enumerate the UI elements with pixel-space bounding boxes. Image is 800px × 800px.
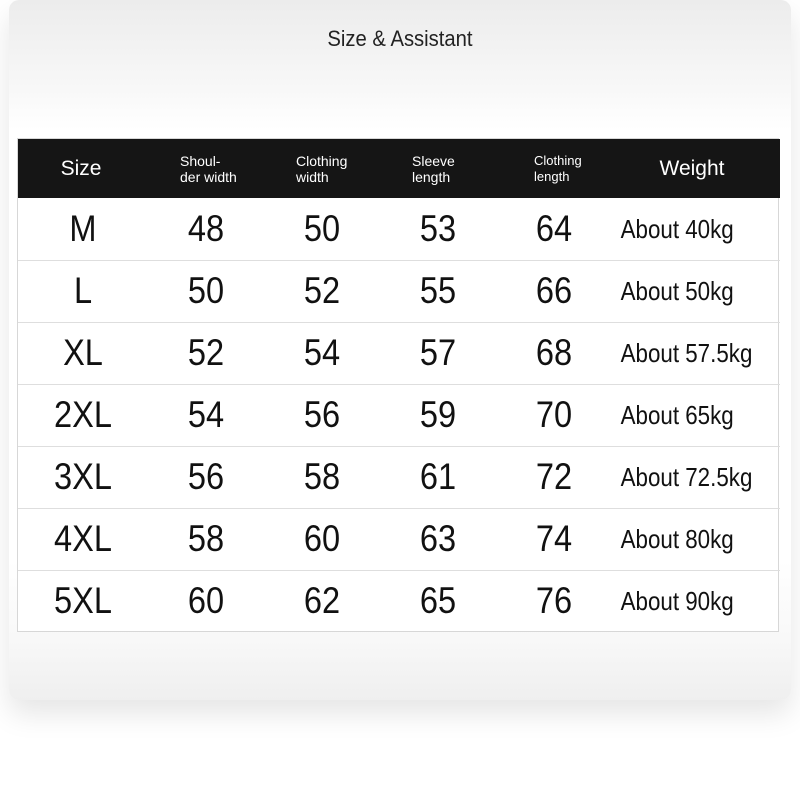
clothing-length-header-line-1: Clothing bbox=[534, 152, 582, 168]
table-body bbox=[18, 198, 780, 632]
clothing-length-column-header bbox=[496, 139, 612, 198]
weight-cell: About 50kg bbox=[620, 276, 734, 306]
clothing-length-cell: 76 bbox=[535, 580, 573, 622]
shoulder-width-cell: 48 bbox=[187, 207, 225, 249]
sleeve-length-column-header bbox=[380, 139, 496, 198]
sleeve-length-header-line-1: Sleeve bbox=[412, 152, 455, 169]
sleeve-length-cell: 57 bbox=[419, 332, 457, 373]
clothing-width-cell: 52 bbox=[303, 270, 341, 311]
table-row bbox=[18, 446, 780, 508]
size-cell: 5XL bbox=[54, 580, 112, 622]
weight-cell: About 90kg bbox=[620, 586, 734, 617]
sleeve-length-cell: 53 bbox=[419, 207, 457, 249]
clothing-length-header-line-2: length bbox=[534, 168, 570, 184]
weight-cell: About 65kg bbox=[620, 400, 734, 430]
size-table-container bbox=[17, 138, 779, 632]
weight-cell: About 40kg bbox=[620, 213, 734, 244]
table-header bbox=[18, 139, 780, 198]
shoulder-width-cell: 50 bbox=[187, 270, 225, 311]
clothing-width-cell: 54 bbox=[303, 332, 341, 373]
weight-cell: About 57.5kg bbox=[620, 338, 753, 368]
table-row bbox=[18, 508, 780, 570]
sleeve-length-cell: 65 bbox=[419, 580, 457, 622]
clothing-width-header-line-1: Clothing bbox=[296, 152, 348, 169]
clothing-width-cell: 58 bbox=[303, 456, 341, 497]
clothing-length-cell: 64 bbox=[535, 207, 573, 249]
size-cell: L bbox=[73, 270, 93, 311]
clothing-width-cell: 50 bbox=[303, 207, 341, 249]
size-cell: XL bbox=[63, 332, 103, 373]
shoulder-width-header-line-1: Shoul- bbox=[180, 152, 221, 169]
sleeve-length-cell: 59 bbox=[419, 394, 457, 435]
clothing-width-cell: 56 bbox=[303, 394, 341, 435]
size-cell: 4XL bbox=[54, 518, 112, 559]
table-row bbox=[18, 198, 780, 260]
shoulder-width-cell: 56 bbox=[187, 456, 225, 497]
weight-cell: About 80kg bbox=[620, 524, 734, 554]
table-row bbox=[18, 322, 780, 384]
shoulder-width-column-header bbox=[148, 139, 264, 198]
shoulder-width-cell: 58 bbox=[187, 518, 225, 559]
clothing-length-cell: 74 bbox=[535, 518, 573, 559]
clothing-width-cell: 62 bbox=[303, 580, 341, 622]
shoulder-width-cell: 52 bbox=[187, 332, 225, 373]
weight-column-header: Weight bbox=[659, 156, 725, 180]
sleeve-length-cell: 61 bbox=[419, 456, 457, 497]
clothing-width-column-header bbox=[264, 139, 380, 198]
clothing-length-cell: 66 bbox=[535, 270, 573, 311]
clothing-width-cell: 60 bbox=[303, 518, 341, 559]
table-row bbox=[18, 260, 780, 322]
size-cell: 2XL bbox=[54, 394, 112, 435]
weight-cell: About 72.5kg bbox=[620, 462, 753, 492]
clothing-width-header-line-2: width bbox=[296, 168, 329, 185]
size-cell: 3XL bbox=[54, 456, 112, 497]
clothing-length-cell: 70 bbox=[535, 394, 573, 435]
header-row bbox=[18, 139, 780, 198]
clothing-length-cell: 68 bbox=[535, 332, 573, 373]
size-column-header: Size bbox=[60, 156, 102, 180]
size-cell: M bbox=[69, 207, 97, 249]
sleeve-length-cell: 55 bbox=[419, 270, 457, 311]
shoulder-width-header-line-2: der width bbox=[180, 168, 237, 185]
table-row bbox=[18, 384, 780, 446]
page-title: Size & Assistant bbox=[327, 26, 473, 51]
sleeve-length-cell: 63 bbox=[419, 518, 457, 559]
clothing-length-cell: 72 bbox=[535, 456, 573, 497]
sleeve-length-header-line-2: length bbox=[412, 168, 451, 185]
shoulder-width-cell: 54 bbox=[187, 394, 225, 435]
shoulder-width-cell: 60 bbox=[187, 580, 225, 622]
table-row bbox=[18, 570, 780, 632]
size-table bbox=[18, 139, 780, 632]
